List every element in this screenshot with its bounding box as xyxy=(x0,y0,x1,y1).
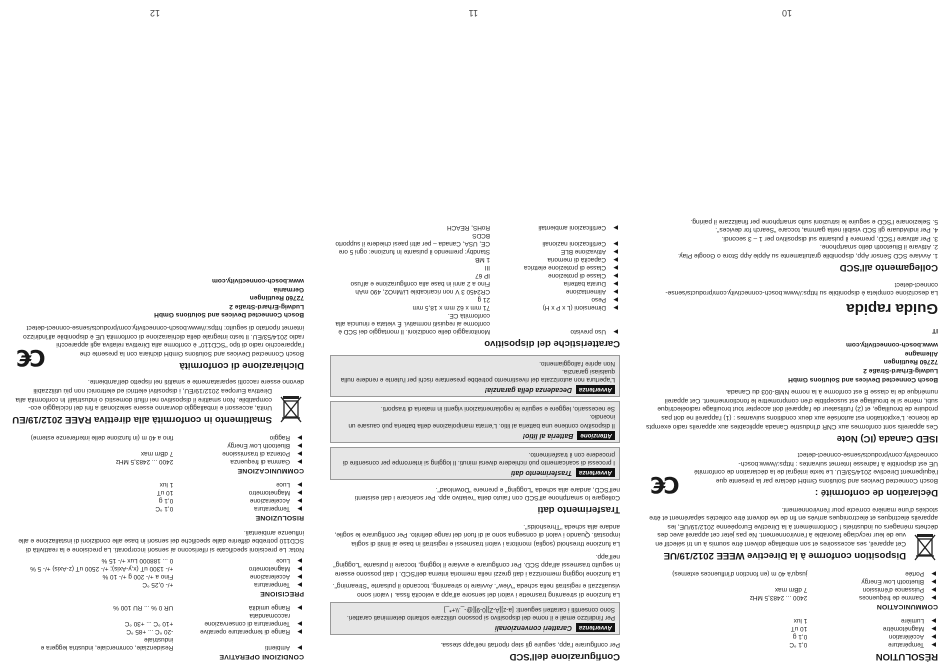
address-line: 72760 Reutlingen xyxy=(883,358,938,366)
table-row xyxy=(330,255,620,263)
bullet-arrow-icon: ▶ xyxy=(297,604,302,610)
bullet-arrow-icon: ▶ xyxy=(931,594,936,600)
spec-value: 1 lux xyxy=(793,617,808,624)
bullet-arrow-icon: ▶ xyxy=(613,248,618,255)
spec-label: Classe di protezione elettrica xyxy=(523,264,606,272)
bullet-arrow-icon: ▶ xyxy=(931,625,936,631)
table-row xyxy=(330,303,620,311)
address-line: Bosch Connected Devices and Solutions GmbH xyxy=(788,375,938,383)
spec-label: Accelerazione xyxy=(249,573,290,580)
warning-box xyxy=(330,602,620,635)
bullet-arrow-icon: ▶ xyxy=(931,641,936,647)
bullet-arrow-icon: ▶ xyxy=(297,505,302,512)
warning-bullet: Sono consentiti i caratteri seguenti: [a-z][A-Z][0-9][@-_.\\+*_] xyxy=(443,606,615,614)
bullet-arrow-icon: ▶ xyxy=(297,581,302,587)
decl-fr-title: Déclaration de conformité : xyxy=(815,487,938,499)
spec-label: Potenza di trasmissione xyxy=(222,450,290,458)
spec-value: 0,1 g xyxy=(158,497,174,505)
res-fr-title: RÉSOLUTION xyxy=(875,651,938,662)
spec-label: Certificazioni ambientali xyxy=(538,224,606,232)
bullet-arrow-icon: ▶ xyxy=(297,644,302,650)
bullet-arrow-icon: ▶ xyxy=(613,328,618,335)
bullet-arrow-icon: ▶ xyxy=(297,458,302,465)
spec-label: Dimensioni (L x P x H) xyxy=(542,304,606,312)
bullet-arrow-icon: ▶ xyxy=(297,497,302,504)
spec-value: +10 °C ... +30 °C xyxy=(124,620,174,627)
spec-label: Magnétomètre xyxy=(882,625,924,632)
warning-body: L'apertura non autorizzata del rivestimento potrebbe presentare rischi per l'utente e rendere nulla qualsiasi garanzia. xyxy=(340,367,615,384)
bullet-arrow-icon: ▶ xyxy=(297,628,302,634)
ce-mark-icon: C€ xyxy=(652,471,680,497)
spec-label: Température xyxy=(888,641,924,648)
table-row xyxy=(646,640,938,648)
bullet-arrow-icon: ▶ xyxy=(297,565,302,571)
spec-label: Classe di protezione xyxy=(548,272,606,280)
warning-bullet: Non aprire l'alloggiamento. xyxy=(539,359,615,367)
weee-fr-text: Cet appareil, ses accessoires et son emballage doivent être soumis à un tri sélectif en vue de leur recyclage favorable à l'environnement. Ne pas jeter cet appareil avec des déchets ménagers ou industriels ! Conformément à la Directive Européenne 2012/19/UE, les appareils électriques et électroniques arrivés en fin de vie doivent être collectés séparément et être stockés d'une manière correcte pour l'environnement. xyxy=(649,505,938,547)
spec-value: -20 °C ... +85 °C xyxy=(126,628,174,635)
bullet-arrow-icon: ▶ xyxy=(613,264,618,271)
specs-title: Caratteristiche del dispositivo xyxy=(484,338,620,350)
weee-bin-icon xyxy=(912,533,938,563)
address-line: 72760 Reutlingen xyxy=(249,294,304,302)
bullet-arrow-icon: ▶ xyxy=(297,573,302,579)
spec-label: Ambienti xyxy=(265,644,290,651)
address-line: Germania xyxy=(273,285,304,293)
warning-bullet: I processi di scaricamento può richiedere diversi minuti. Il logging si interrompe per consentire di procedere con il trasferimento. xyxy=(342,450,615,467)
spec-value: 71 mm x 62 mm x 18,5 mm xyxy=(412,304,490,312)
warning-box xyxy=(330,401,620,443)
spec-value: 0,1 °C xyxy=(789,641,808,648)
table-row xyxy=(12,441,304,449)
warning-tag: Avvertenza xyxy=(576,385,615,394)
spec-value: +/- 0,25 °C xyxy=(142,581,174,588)
address-line: Ludwig-Erhard-Straße 2 xyxy=(863,367,938,375)
table-row xyxy=(12,572,304,580)
device-specs-table xyxy=(330,223,620,335)
bullet-arrow-icon: ▶ xyxy=(613,288,618,295)
table-row xyxy=(330,279,620,287)
setup-title: Configurazione dell'SCD xyxy=(509,651,620,662)
warning-title: Decadenza della garanzia! xyxy=(484,386,572,394)
decl-fr-text: Bosch Connected Devices and Solutions GmbH déclare par la présente que l'équipement Directive 2014/53/EU. Le texte intégral de la déclaration de conformité UE est disponible à l'adresse Internet suivantes : https://www.bosch-connectivity.com/products/sense-connect-detect xyxy=(694,451,938,485)
bullet-arrow-icon: ▶ xyxy=(613,256,618,263)
table-row xyxy=(330,231,620,247)
table-row xyxy=(330,287,620,295)
spec-label: Raggio xyxy=(269,434,290,442)
table-row xyxy=(330,295,620,303)
ic-text: Ces appareils sont conformes aux CNR d'Industrie Canada applicables aux appareils radio exempts de licence. L'exploitation est autorisée aux deux conditions suivantes : (1) l'appareil ne doit pas produire de brouillage, et (2) l'utilisateur de l'appareil doit accepter tout brouillage radioélectrique subi, même si le brouillage est susceptible d'en compromettre le fonctionnement. Cet appareil numérique de la classe B est conforme à la norme NMB-003 du Canada. xyxy=(646,388,938,430)
spec-value: 7 dBm max xyxy=(774,586,808,593)
prec-title: PRECISIONE xyxy=(260,590,304,597)
table-row xyxy=(330,247,620,255)
spec-value: 2400 ... 2483,5 MHz xyxy=(115,458,174,466)
warning-tag: Attenzione xyxy=(577,431,615,440)
connect-title: Collegamento all'SCD xyxy=(839,261,938,273)
weee-title: Smaltimento in conformità alla direttiva RAEE 2012/19/EU xyxy=(12,414,272,426)
spec-label: Capacità di memoria xyxy=(547,256,606,264)
spec-label: Magnetometro xyxy=(248,565,290,572)
bullet-arrow-icon: ▶ xyxy=(931,586,936,592)
spec-label: Temperatura di conservazione raccomandata xyxy=(204,612,290,627)
spec-value: 0,1 °C xyxy=(155,505,174,513)
comm-fr-title: COMMUNICATION xyxy=(876,603,938,610)
address-block xyxy=(12,276,304,319)
spec-label: Puissance d'émission xyxy=(862,586,924,593)
warning-bullet: Se necessario, leggere e seguire le regolamentazioni vigenti in materia di trasporti. xyxy=(380,405,615,413)
connect-step: 2. Attivare il Bluetooth dello smartphone. xyxy=(819,243,938,251)
warning-body: Il dispositivo contiene una batteria al litio. L'errata manipolazione della batteria può causare un incendio. xyxy=(348,413,615,429)
table-row xyxy=(646,593,938,601)
spec-value: +/- 1300 uT (x,y-Axis); +/- 2500 uT (z-Axis) +/- 5 % xyxy=(30,565,174,572)
spec-label: Accélération xyxy=(888,633,924,640)
table-row xyxy=(12,488,304,496)
transfer-text: Collegare lo smartphone all'SCD con l'aiuto della "relativo app. Per scaricare i dati esistenti nell'SCD, andare alla scheda "Logging" e premere "Download". xyxy=(354,485,620,502)
spec-value: 10 uT xyxy=(790,625,808,632)
spec-value: CE, USA, Canada – per altri paesi chiedere il supporto BCDS xyxy=(335,232,490,248)
bullet-arrow-icon: ▶ xyxy=(931,570,936,576)
comm-fr-table xyxy=(646,569,938,601)
bullet-arrow-icon: ▶ xyxy=(931,617,936,623)
spec-value: III xyxy=(484,264,490,272)
bullet-arrow-icon: ▶ xyxy=(297,620,302,626)
table-row xyxy=(330,263,620,271)
spec-value: Residenziale, commerciale, industria leggera e industriale xyxy=(40,636,174,651)
table-row xyxy=(12,449,304,457)
warning-title: Caratteri convenzionali xyxy=(494,624,572,632)
spec-value: Standby: premendo il pulsante In funzione: ogni 5 ore xyxy=(338,248,490,256)
bullet-arrow-icon: ▶ xyxy=(613,224,618,231)
address-block-top xyxy=(646,340,938,383)
prec-note: Nota: Le precisioni specificate si riferiscono ai sensori incorporati. La precisione e la reattività di SCD110 potrebbe differire dalle specifiche dei sensori in base alle condizioni di installazione e alle influenze ambientali. xyxy=(18,528,304,553)
weee-bin-icon xyxy=(278,395,304,425)
setup-intro: Per configurare l'app, seguire gli step riportati nell'app stessa. xyxy=(440,641,620,648)
table-row xyxy=(330,271,620,279)
bullet-arrow-icon: ▶ xyxy=(297,434,302,441)
table-row xyxy=(12,457,304,465)
table-row xyxy=(646,569,938,577)
table-row xyxy=(646,624,938,632)
url-desc: La descrizione completa è disponibile su https://www.bosch-connectivity.com/products/sense-connect-detect xyxy=(665,280,938,297)
bullet-arrow-icon: ▶ xyxy=(613,296,618,303)
spec-label: Peso xyxy=(591,296,606,304)
warning-body: Per l'indirizzo email e il nome del dispositivo si possono utilizzare soltanto determinati caratteri. xyxy=(347,614,615,622)
address-line: www.bosch-connectivity.com xyxy=(846,341,938,349)
table-row xyxy=(330,223,620,231)
spec-value: fino a 40 m (in funzione delle interferenze esterne) xyxy=(30,434,174,442)
spec-label: Range di temperature operative xyxy=(200,628,290,635)
page-11 xyxy=(330,0,620,672)
spec-label: Luce xyxy=(276,481,290,489)
address-line: Allemagne xyxy=(904,349,938,357)
op-title: CONDIZIONI OPERATIVE xyxy=(219,653,304,660)
spec-value: 7 dBm max xyxy=(140,450,174,458)
spec-label: Magnetometro xyxy=(248,489,290,497)
bullet-arrow-icon: ▶ xyxy=(297,450,302,457)
table-row xyxy=(12,635,304,651)
res-table xyxy=(12,480,304,512)
table-row xyxy=(646,585,938,593)
spec-label: Temperatura xyxy=(254,581,290,588)
spec-value: 1 MB xyxy=(475,256,490,264)
warning-tag: Avvertenza xyxy=(576,468,615,477)
weee-text: Unità, accessori e imballaggio dovranno essere selezionati a fini del riciclaggio eco-compatibile. Non smaltire il dispositivo nei rifiuti domestici o industriali! In conformità alla Direttiva Europea 2012/19/EU, i dispositivi elettrici ed elettronici non più utilizzabili devono essere raccolti separatamente e smaltiti nel rispetto dell'ambiente. xyxy=(15,378,304,412)
spec-label: Luce xyxy=(276,557,290,564)
spec-label: Lumière xyxy=(900,617,924,624)
decl-title: Dichiarazione di conformità xyxy=(179,359,304,371)
op-table xyxy=(12,603,304,651)
connect-step: 3. Per attivare l'SCD, premere il pulsante sul dispositivo per 1 – 3 secondi. xyxy=(721,234,938,242)
page-10 xyxy=(646,0,938,672)
page-number: 10 xyxy=(781,8,792,18)
table-row xyxy=(12,627,304,635)
spec-label: Attivazione BLE xyxy=(560,248,606,256)
spec-label: Portée xyxy=(905,570,924,577)
bullet-arrow-icon: ▶ xyxy=(613,272,618,279)
spec-label: Bluetooth Low Energy xyxy=(861,578,924,585)
bullet-arrow-icon: ▶ xyxy=(931,633,936,639)
bullet-arrow-icon: ▶ xyxy=(613,280,618,287)
bullet-arrow-icon: ▶ xyxy=(613,304,618,311)
connect-step: 1. Avviare SCD Sensor App, disponibile gratuitamente su Apple App Store o Google Play. xyxy=(677,251,938,259)
spec-value: CR2450 3 V non ricaricabile Li/MnO2, 490 mAh xyxy=(355,288,490,296)
res-title: RISOLUZIONE xyxy=(255,514,304,522)
bullet-arrow-icon: ▶ xyxy=(613,240,618,247)
spec-label: Gamma di frequenza xyxy=(230,458,290,466)
table-row xyxy=(12,480,304,488)
warning-box xyxy=(330,447,620,480)
table-row xyxy=(12,496,304,504)
spec-label: Certificazioni nazionali xyxy=(542,240,606,248)
spec-value: 21 g xyxy=(477,296,490,304)
bullet-arrow-icon: ▶ xyxy=(931,578,936,584)
table-row xyxy=(12,564,304,572)
page-number: 11 xyxy=(468,8,478,18)
spec-value: Monitoraggio delle condizioni. Il montaggio dei SCD è conforme ai requisiti normativi. È vietata e rinuncia alla conformità CE. xyxy=(335,312,490,336)
page-12 xyxy=(12,0,304,672)
table-row xyxy=(12,556,304,564)
lang-tag: IT xyxy=(932,326,938,334)
spec-value: 0,1 g xyxy=(792,633,808,640)
guide-title: Guida rapida xyxy=(846,300,938,318)
threshold-text: La funzione threshold (soglia) monitora i valori trasmessi e registrati in base ai limiti di soglia impostati. Quando i valori di consegna sono al di fuori del range definito. Per configurare le soglie, andare alla scheda "Thresholds". xyxy=(334,522,620,548)
table-row xyxy=(646,632,938,640)
table-row xyxy=(12,580,304,588)
spec-value: jusqu'à 40 m (en fonction d'influences externes) xyxy=(672,570,808,577)
table-row xyxy=(12,504,304,512)
table-row xyxy=(12,603,304,611)
address-line: www.bosch-connectivity.com xyxy=(212,277,304,285)
comm-table xyxy=(12,433,304,465)
table-row xyxy=(330,311,620,335)
spec-value: 0 ... 188000 Lux +/- 15 % xyxy=(101,557,174,564)
spec-value: Fino a 2 anni in base alla configurazione e all'uso xyxy=(350,280,490,288)
table-row xyxy=(12,433,304,441)
connect-step: 4. Per individuare gli SCD visibili nella gamma, toccare "Search for devices". xyxy=(715,226,938,234)
spec-value: UR 0 % ... RU 100 % xyxy=(113,604,174,611)
spec-value: RoHS, REACH xyxy=(447,224,490,232)
ce-mark-icon: C€ xyxy=(18,343,46,369)
bullet-arrow-icon: ▶ xyxy=(297,489,302,496)
weee-fr-title: Disposition conforme à la Directive WEEE 2012/19/UE xyxy=(663,550,906,561)
spec-value xyxy=(646,577,809,585)
warning-box xyxy=(330,355,620,397)
spec-label: Uso previsto xyxy=(570,328,606,336)
transfer-title: Trasferimento dati xyxy=(537,504,620,516)
spec-value: Fino a +/- 200 g +/- 10 % xyxy=(102,573,174,580)
warning-title: Batteria al litio! xyxy=(522,431,574,439)
address-line: Ludwig-Erhard-Straße 2 xyxy=(229,302,304,310)
streaming-text: La funzione di streaming trasmette i valori del sensore all'app a velocità fissa. I valori sono visualizzati e registrati nella scheda "View". Avviare lo streaming, toccando il pulsante "Streaming". xyxy=(332,582,620,598)
spec-label: Durata batteria xyxy=(563,280,606,288)
page-number: 12 xyxy=(149,8,160,18)
ic-title: ISED Canada (IC) Note xyxy=(836,432,938,444)
spec-label: Gamme de fréquences xyxy=(858,594,924,601)
decl-text: Bosch Connected Devices and Solutions GmbH dichiara con la presente che l'apparecchio radio di tipo "SCD110" è conforme alla Direttiva relativa agli apparecchi radio 2014/53/EU. Il testo integrale della dichiarazione di conformità UE è disponibile all'indirizzo internet riportato di seguito: https://www.bosch-connectivity.com/products/sense-connect-detect xyxy=(23,324,304,357)
prec-table xyxy=(12,556,304,588)
logging-text: La funzione logging memorizza i dati grezzi nella memoria interna dell'SCD. I dati possono essere in seguito trasmessi all'app SCD. Per configurare e avviare il logging, toccare il pulsante "Logging" nell'app. xyxy=(333,552,620,577)
spec-value: 2400 ... 2483,5 MHz xyxy=(749,594,808,601)
spec-label: Range umidità xyxy=(248,604,290,611)
spec-label: Alimentazione xyxy=(565,288,606,296)
table-row xyxy=(646,577,938,585)
comm-title: COMMUNICAZIONE xyxy=(237,467,304,475)
spec-label: Bluetooth Low Energy xyxy=(227,442,290,450)
bullet-arrow-icon: ▶ xyxy=(297,557,302,563)
spec-value: 10 uT xyxy=(156,489,174,497)
spec-label: Accelerazione xyxy=(249,497,290,505)
warning-title: Trasferimento dati xyxy=(511,469,572,477)
connect-step: 5. Selezionare l'SCD e seguire le istruzioni sullo smartphone per finalizzare il pairing. xyxy=(690,217,938,225)
table-row xyxy=(646,616,938,624)
spec-value: IP 67 xyxy=(475,272,490,280)
bullet-arrow-icon: ▶ xyxy=(297,481,302,488)
spec-value xyxy=(12,441,175,449)
table-row xyxy=(12,611,304,627)
spec-value: 1 lux xyxy=(159,481,174,489)
warning-tag: Avvertenza xyxy=(576,623,615,632)
bullet-arrow-icon: ▶ xyxy=(297,442,302,449)
spec-label: Temperatura xyxy=(254,505,290,513)
address-line: Bosch Connected Devices and Solutions GmbH xyxy=(154,311,304,319)
res-fr-table xyxy=(646,616,938,648)
